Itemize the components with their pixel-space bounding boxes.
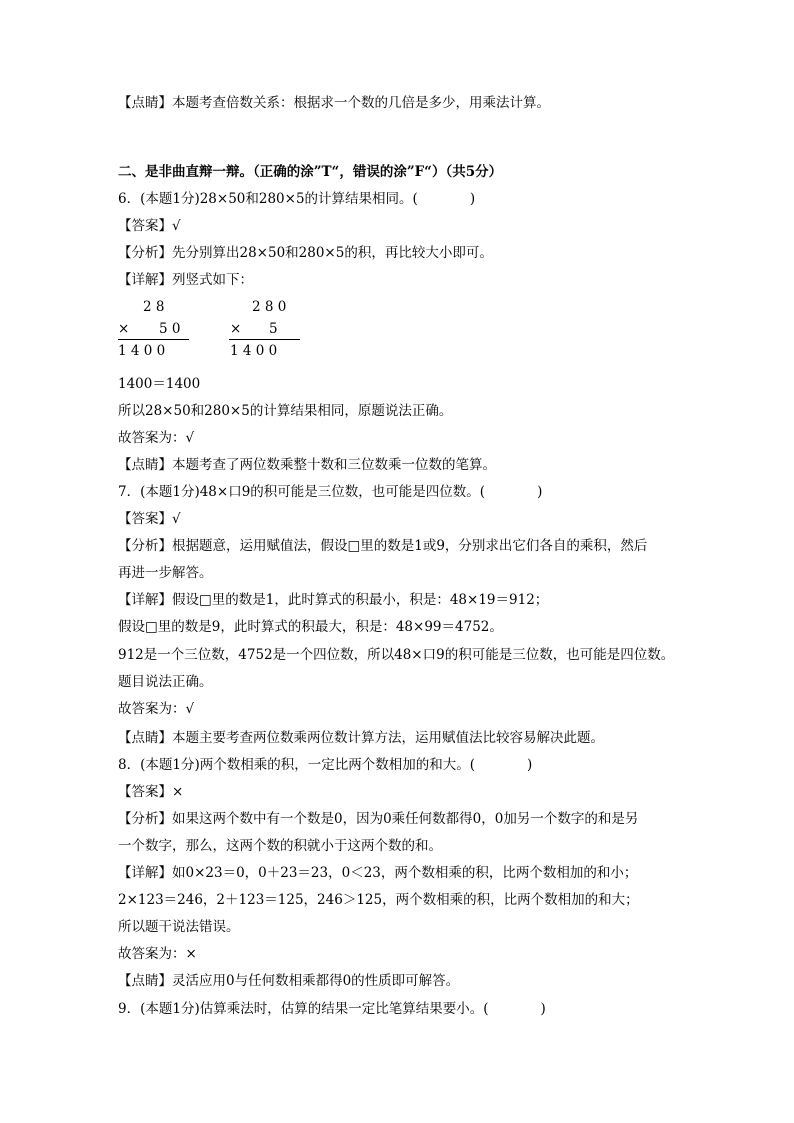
question-7-detail-line2: 假设□里的数是9，此时算式的积最大，积是：48×99＝4752。 [118,619,503,635]
vertical-calc-left-result: 1 4 0 0 [118,343,166,359]
question-6-conclusion: 所以28×50和280×5的计算结果相同，原题说法正确。 [118,403,453,419]
question-7-analysis-line2: 再进一步解答。 [118,565,213,581]
question-6-stem: 6．(本题1分)28×50和280×5的计算结果相同。( ) [118,191,476,207]
question-7-detail-line3: 912是一个三位数，4752是一个四位数，所以48×口9的积可能是三位数，也可能是四位数。 [118,647,675,663]
vertical-calc-left-row1: 2 8 [143,299,165,315]
question-6-detail-intro: 【详解】列竖式如下： [118,272,253,288]
vertical-calc-left-operator: × [118,321,130,337]
question-7-analysis-line1: 【分析】根据题意，运用赋值法，假设□里的数是1或9，分别求出它们各自的乘积，然后 [118,538,648,554]
question-8-analysis-line1: 【分析】如果这两个数中有一个数是0，因为0乘任何数都得0，0加另一个数字的和是另 [118,811,639,827]
question-8-comment: 【点睛】灵活应用0与任何数相乘都得0的性质即可解答。 [118,973,460,989]
question-9-stem: 9．(本题1分)估算乘法时，估算的结果一定比笔算结果要小。( ) [118,1001,546,1017]
question-6-equation: 1400＝1400 [118,376,201,392]
question-8-stem: 8．(本题1分)两个数相乘的积，一定比两个数相加的和大。( ) [118,757,533,773]
question-7-final-answer: 故答案为：√ [118,701,195,717]
question-7-detail-line4: 题目说法正确。 [118,674,213,690]
question-8-detail-line1: 【详解】如0×23＝0，0＋23＝23，0＜23，两个数相乘的积，比两个数相加的和小； [118,865,638,881]
vertical-calc-right-row1: 2 8 0 [252,299,287,315]
vertical-calc-right-operator: × [230,321,242,337]
question-7-detail-line1: 【详解】假设□里的数是1，此时算式的积最小，积是：48×19＝912； [118,592,549,608]
question-6-final-answer: 故答案为：√ [118,430,195,446]
question-8-answer: 【答案】× [118,784,184,800]
top-comment: 【点睛】本题考查倍数关系：根据求一个数的几倍是多少，用乘法计算。 [118,95,550,111]
question-8-detail-line2: 2×123＝246，2＋123＝125，246＞125，两个数相乘的积，比两个数相加的和大； [118,892,639,908]
vertical-calc-right-result: 1 4 0 0 [230,343,278,359]
question-6-answer: 【答案】√ [118,218,181,234]
vertical-calc-right-rule [229,339,300,340]
question-8-analysis-line2: 一个数字，那么，这两个数的积就小于这两个数的和。 [118,838,442,854]
vertical-calc-left-row2: 5 0 [159,321,181,337]
vertical-calc-right-row2: 5 [269,321,278,337]
question-6-analysis: 【分析】先分别算出28×50和280×5的积，再比较大小即可。 [118,245,493,261]
question-7-stem: 7．(本题1分)48×口9的积可能是三位数，也可能是四位数。( ) [118,484,543,500]
question-7-answer: 【答案】√ [118,511,181,527]
vertical-calc-left-rule [118,339,189,340]
question-8-detail-line3: 所以题干说法错误。 [118,919,240,935]
question-6-comment: 【点睛】本题考查了两位数乘整十数和三位数乘一位数的笔算。 [118,457,496,473]
section-title: 二、是非曲直辩一辩。（正确的涂”T“，错误的涂”F“）（共5分） [118,164,503,180]
question-7-comment: 【点睛】本题主要考查两位数乘两位数计算方法，运用赋值法比较容易解决此题。 [118,730,604,746]
question-8-final-answer: 故答案为：× [118,946,197,962]
